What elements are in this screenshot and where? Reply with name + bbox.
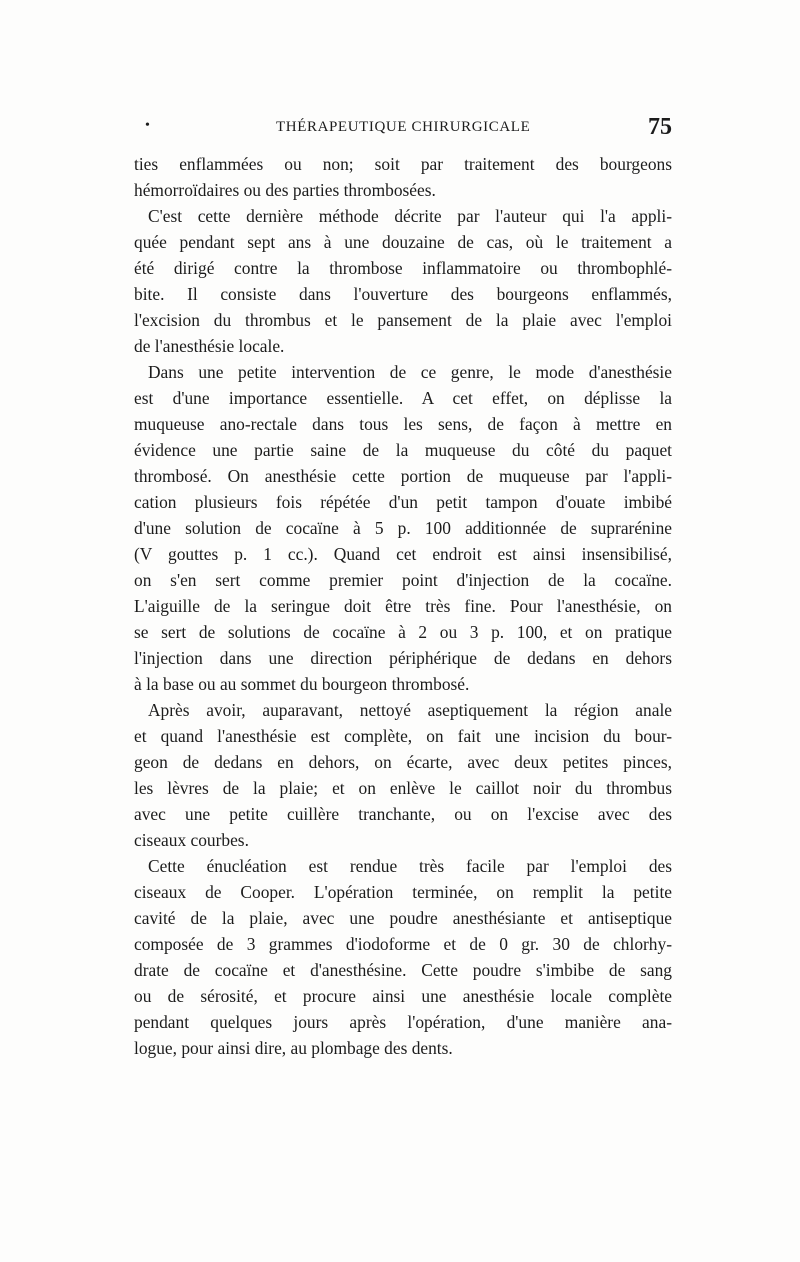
text-line: l'excision du thrombus et le pansement de la plaie avec l'emploi xyxy=(134,310,672,330)
text-line: bite. Il consiste dans l'ouverture des bourgeons enflammés, xyxy=(134,284,672,304)
running-head-title: THÉRAPEUTIQUE CHIRURGICALE xyxy=(276,119,531,135)
text-line: les lèvres de la plaie; et on enlève le caillot noir du thrombus xyxy=(134,778,672,798)
text-line: quée pendant sept ans à une douzaine de cas, où le traitement a xyxy=(134,232,672,252)
page-number: 75 xyxy=(648,114,672,140)
text-line: de l'anesthésie locale. xyxy=(134,336,285,356)
text-line: cation plusieurs fois répétée d'un petit tampon d'ouate imbibé xyxy=(134,492,672,512)
text-line: été dirigé contre la thrombose inflammatoire ou thrombophlé- xyxy=(134,258,672,278)
text-line: pendant quelques jours après l'opération, d'une manière ana- xyxy=(134,1012,672,1032)
text-line: d'une solution de cocaïne à 5 p. 100 additionnée de suprarénine xyxy=(134,518,672,538)
text-line: ciseaux de Cooper. L'opération terminée, on remplit la petite xyxy=(134,882,672,902)
text-line: composée de 3 grammes d'iodoforme et de 0 gr. 30 de chlorhy- xyxy=(134,934,672,954)
text-line: thrombosé. On anesthésie cette portion de muqueuse par l'appli- xyxy=(134,466,672,486)
text-line: ou de sérosité, et procure ainsi une anesthésie locale complète xyxy=(134,986,672,1006)
text-line: ciseaux courbes. xyxy=(134,830,249,850)
paragraph xyxy=(134,697,672,853)
paragraph xyxy=(134,151,672,203)
text-line: évidence une partie saine de la muqueuse du côté du paquet xyxy=(134,440,672,460)
text-line: et quand l'anesthésie est complète, on fait une incision du bour- xyxy=(134,726,672,746)
paragraph xyxy=(134,853,672,1061)
text-line: muqueuse ano-rectale dans tous les sens, de façon à mettre en xyxy=(134,414,672,434)
running-head xyxy=(137,116,672,144)
text-line: Dans une petite intervention de ce genre, le mode d'anesthésie xyxy=(148,362,672,382)
body-text xyxy=(134,151,672,1061)
text-line: hémorroïdaires ou des parties thrombosées. xyxy=(134,180,436,200)
text-line: se sert de solutions de cocaïne à 2 ou 3 p. 100, et on pratique xyxy=(134,622,672,642)
text-line: (V gouttes p. 1 cc.). Quand cet endroit est ainsi insensibilisé, xyxy=(134,544,672,564)
text-line: Après avoir, auparavant, nettoyé aseptiquement la région anale xyxy=(148,700,672,720)
text-line: l'injection dans une direction périphérique de dedans en dehors xyxy=(134,648,672,668)
text-line: C'est cette dernière méthode décrite par l'auteur qui l'a appli- xyxy=(148,206,672,226)
paragraph xyxy=(134,359,672,697)
text-line: est d'une importance essentielle. A cet effet, on déplisse la xyxy=(134,388,672,408)
text-line: on s'en sert comme premier point d'injection de la cocaïne. xyxy=(134,570,672,590)
text-line: drate de cocaïne et d'anesthésine. Cette poudre s'imbibe de sang xyxy=(134,960,672,980)
text-line: ties enflammées ou non; soit par traitement des bourgeons xyxy=(134,154,672,174)
text-line: logue, pour ainsi dire, au plombage des dents. xyxy=(134,1038,453,1058)
text-line: L'aiguille de la seringue doit être très fine. Pour l'anesthésie, on xyxy=(134,596,672,616)
paragraph xyxy=(134,203,672,359)
text-line: geon de dedans en dehors, on écarte, avec deux petites pinces, xyxy=(134,752,672,772)
running-head-marker: • xyxy=(145,118,150,133)
text-line: Cette énucléation est rendue très facile par l'emploi des xyxy=(148,856,672,876)
text-line: avec une petite cuillère tranchante, ou on l'excise avec des xyxy=(134,804,672,824)
text-line: à la base ou au sommet du bourgeon thrombosé. xyxy=(134,674,470,694)
text-line: cavité de la plaie, avec une poudre anesthésiante et antiseptique xyxy=(134,908,672,928)
